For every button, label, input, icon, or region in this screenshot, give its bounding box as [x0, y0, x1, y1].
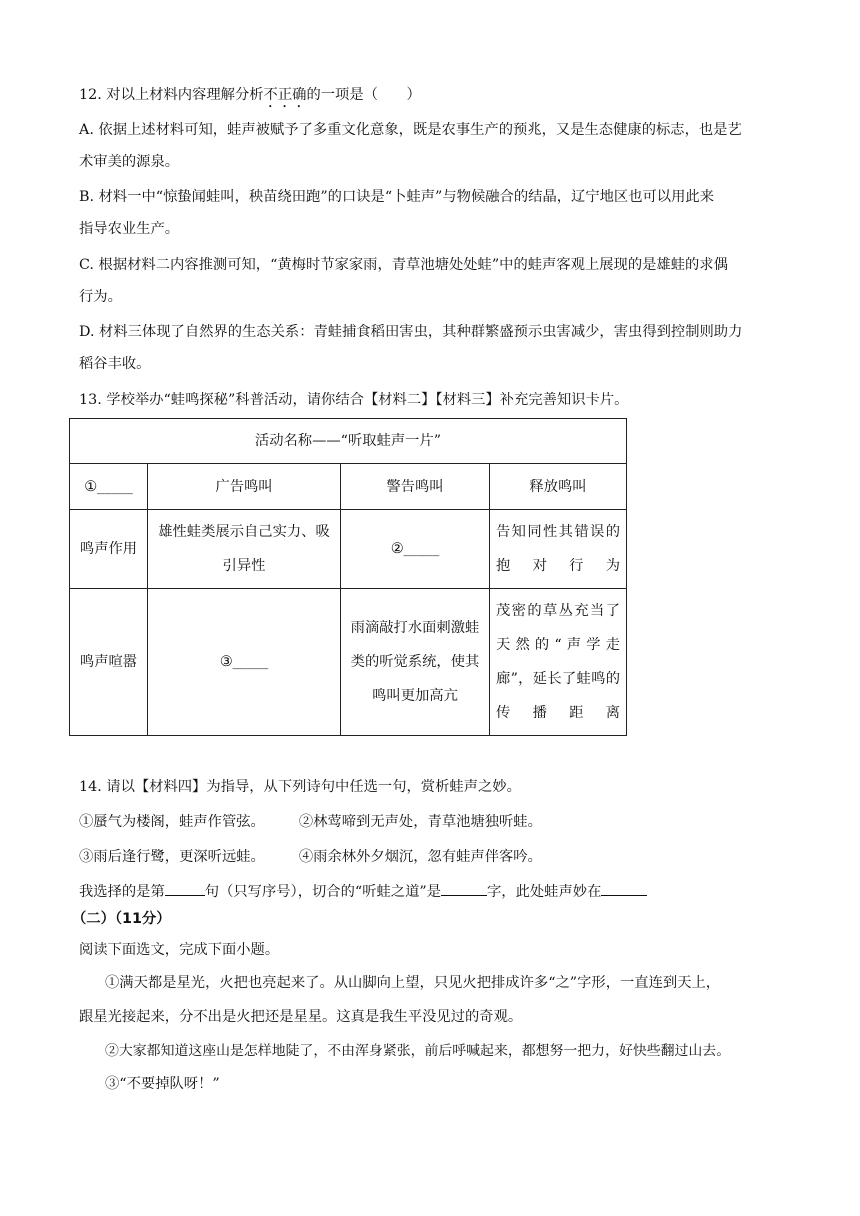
table-title: 活动名称——“听取蛙声一片” — [70, 419, 627, 464]
section2-instruction: 阅读下面选文，完成下面小题。 — [79, 942, 280, 958]
table-title-row — [70, 419, 627, 464]
q12-option-d-line1: D. 材料三体现了自然界的生态关系：青蛙捕食稻田害虫，其种群繁盛预示虫害减少，害虫得到控制则助力 — [79, 324, 743, 340]
table-row-noise — [70, 589, 627, 736]
q12-option-a-line2: 术审美的源泉。 — [79, 154, 180, 170]
q12-option-c-line1: C. 根据材料二内容推测可知，“黄梅时节家家雨，青草池塘处处蛙”中的蛙声客观上展现的是雄蛙的求偶 — [79, 257, 728, 273]
q12-option-b-line1: B. 材料一中“惊蛰闻蛙叫，秧苗绕田跑”的口诀是“卜蛙声”与物候融合的结晶，辽宁地区也可以用此来 — [79, 189, 714, 205]
passage-para-1-line1: ①满天都是星光，火把也亮起来了。从山脚向上望，只见火把排成许多“之”字形，一直连到天上， — [105, 975, 721, 991]
q12-option-d-line2: 稻谷丰收。 — [79, 356, 151, 372]
q14-answer-part-1: 我选择的是第 — [79, 884, 165, 900]
table-row-function — [70, 510, 627, 589]
knowledge-card-table — [69, 418, 627, 736]
cell-function-release: 告知同性其错误的抱对行为 — [490, 510, 627, 589]
q14-answer-blank-1[interactable] — [165, 881, 205, 896]
q12-option-c-line2: 行为。 — [79, 289, 122, 305]
table-header-blank-1: ①_____ — [70, 464, 148, 510]
table-header-warning-call: 警告鸣叫 — [341, 464, 490, 510]
q12-stem-suffix: 的一项是（ ） — [306, 87, 421, 103]
q14-poem-1: ①蜃气为楼阁，蛙声作管弦。 — [79, 814, 265, 830]
cell-noise-warning: 雨滴敲打水面刺激蛙类的听觉系统，使其鸣叫更加高亢 — [341, 589, 490, 736]
q14-poem-2: ②林莺啼到无声处，青草池塘独听蛙。 — [298, 814, 542, 830]
q12-option-b-line2: 指导农业生产。 — [79, 221, 180, 237]
cell-function-ad: 雄性蛙类展示自己实力、吸引异性 — [148, 510, 341, 589]
table-header-row — [70, 464, 627, 510]
table-header-release-call: 释放鸣叫 — [490, 464, 627, 510]
cell-function-blank-2: ②_____ — [341, 510, 490, 589]
row-label-noise: 鸣声喧嚣 — [70, 589, 148, 736]
q12-stem-emphasis: 不正确 — [263, 87, 307, 103]
cell-noise-release: 茂密的草丛充当了天然的“声学走廊”，延长了蛙鸣的传播距离 — [490, 589, 627, 736]
q14-poem-3: ③雨后逢行鹭，更深听远蛙。 — [79, 849, 265, 865]
q14-answer-line — [79, 881, 647, 902]
q12-option-a-line1: A. 依据上述材料可知，蛙声被赋予了多重文化意象，既是农事生产的预兆，又是生态健康的标志，也是艺 — [79, 122, 742, 138]
q14-answer-blank-2[interactable] — [441, 881, 487, 896]
q12-stem-prefix: 12. 对以上材料内容理解分析 — [79, 87, 264, 103]
section2-heading: （二）（11分） — [72, 911, 171, 927]
passage-para-2: ②大家都知道这座山是怎样地陡了，不由浑身紧张，前后呼喊起来，都想努一把力，好快些翻过山去。 — [105, 1043, 731, 1059]
table-header-ad-call: 广告鸣叫 — [148, 464, 341, 510]
row-label-function: 鸣声作用 — [70, 510, 148, 589]
passage-para-1-line2: 跟星光接起来，分不出是火把还是星星。这真是我生平没见过的奇观。 — [79, 1009, 523, 1025]
passage-para-3: ③“不要掉队呀！” — [105, 1076, 220, 1092]
q13-stem: 13. 学校举办“蛙鸣探秘”科普活动，请你结合【材料二】【材料三】补充完善知识卡片。 — [79, 392, 629, 408]
q12-stem — [79, 85, 421, 111]
q14-answer-part-2: 句（只写序号），切合的“听蛙之道”是 — [204, 884, 441, 900]
q14-poem-row-1 — [79, 812, 542, 832]
q14-answer-part-3: 字，此处蛙声妙在 — [487, 884, 602, 900]
q14-poem-row-2 — [79, 847, 542, 867]
q14-poem-4: ④雨余林外夕烟沉，忽有蛙声伴客吟。 — [298, 849, 542, 865]
q14-stem: 14. 请以【材料四】为指导，从下列诗句中任选一句，赏析蛙声之妙。 — [79, 779, 521, 795]
cell-noise-blank-3: ③_____ — [148, 589, 341, 736]
q14-answer-blank-3[interactable] — [601, 881, 647, 896]
